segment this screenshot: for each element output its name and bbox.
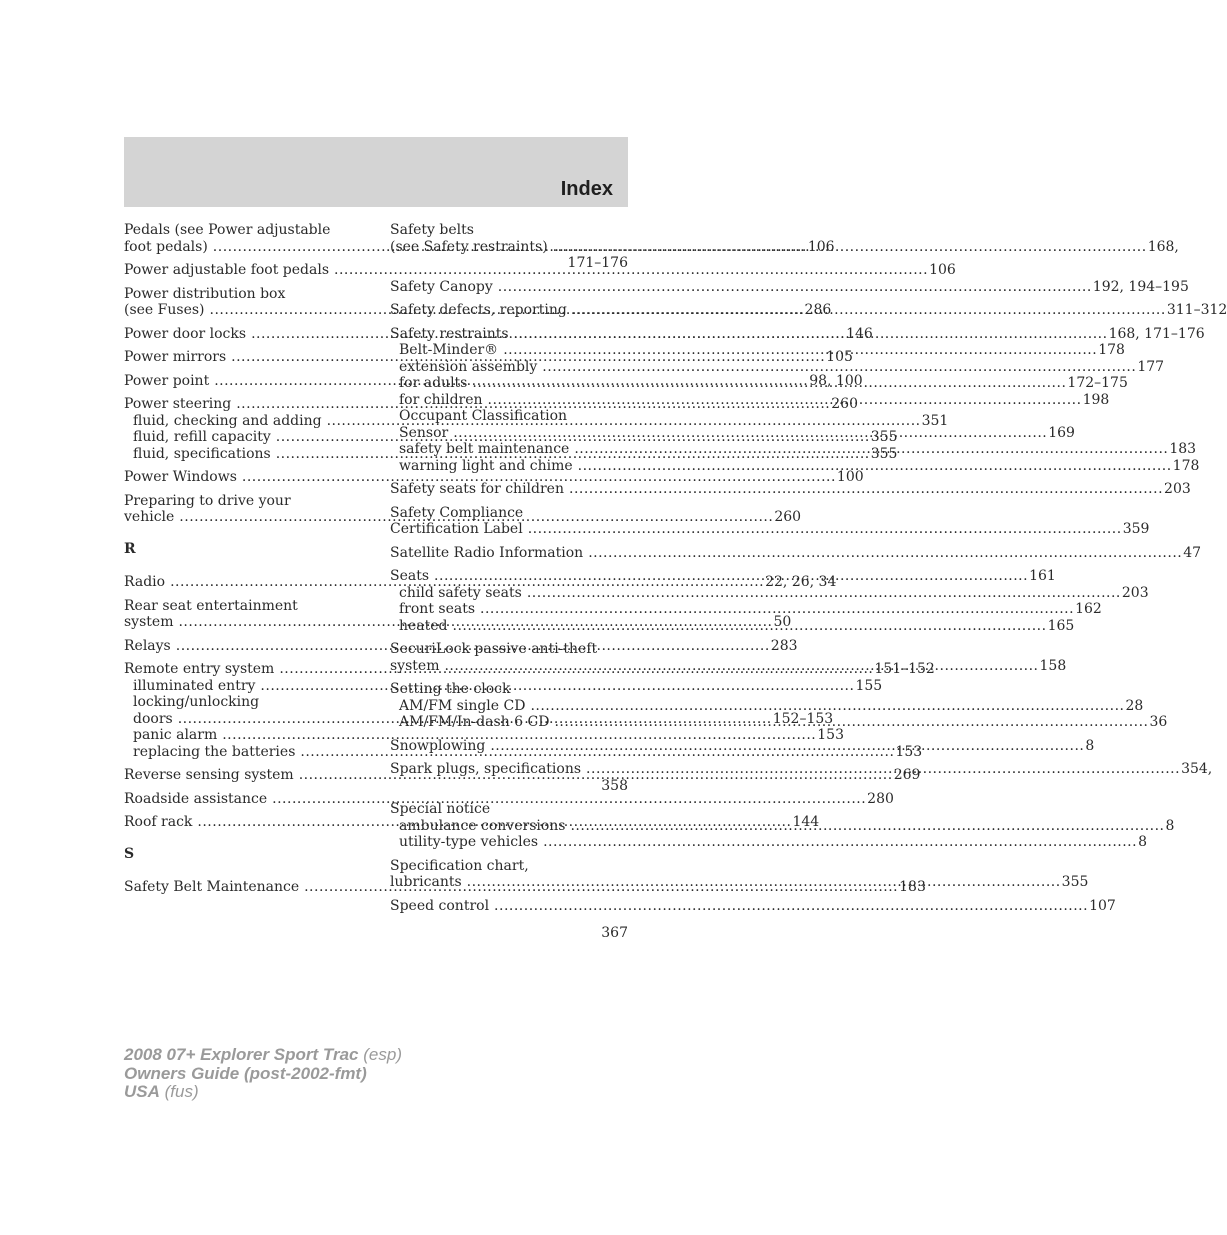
- entry-text: Power door locks: [124, 325, 247, 342]
- entry-text: Radio: [124, 574, 166, 590]
- page-ref: 153: [817, 727, 844, 743]
- page-ref: 359: [1122, 521, 1150, 537]
- page-ref: 172–175: [1067, 375, 1128, 391]
- page-ref: 161: [1029, 568, 1056, 584]
- header-bar: [124, 137, 628, 207]
- index-entry: [390, 897, 1116, 915]
- entry-text: Certification Label: [390, 521, 523, 537]
- footer-model: 2008 07+ Explorer Sport Trac: [124, 1045, 359, 1064]
- page-ref-continued: 358: [601, 777, 628, 794]
- entry-text: system: [390, 657, 440, 674]
- entry-text: vehicle: [124, 509, 175, 525]
- entry-text: Safety Canopy: [390, 278, 493, 295]
- subentry-text: for children: [399, 391, 483, 408]
- subentry-text: locking/unlocking: [133, 694, 260, 710]
- footer-model-code: (esp): [363, 1045, 402, 1064]
- subentry-text: front seats: [399, 601, 476, 617]
- entry-text: Snowplowing: [390, 737, 486, 754]
- page-ref: 158: [1039, 657, 1067, 674]
- page-ref: 183: [1169, 441, 1197, 457]
- page-ref: 151–152: [874, 661, 935, 677]
- entry-text: Setting the clock: [390, 681, 511, 697]
- entry-text: Power distribution box: [124, 285, 286, 302]
- entry-text: SecuriLock passive anti-theft: [390, 641, 598, 657]
- entry-text: (see Safety restraints): [390, 238, 548, 255]
- subentry-text: illuminated entry: [133, 677, 256, 694]
- page-ref: 144: [792, 814, 820, 830]
- footer-guide: Owners Guide (post-2002-fmt): [124, 1063, 367, 1083]
- page-ref: 203: [1164, 481, 1191, 497]
- page-ref: 47: [1183, 544, 1202, 561]
- entry-text: Safety seats for children: [390, 481, 564, 497]
- entry-text: (see Fuses): [124, 302, 205, 318]
- entry-text: Safety Compliance: [390, 504, 524, 521]
- entry-text: Power steering: [124, 396, 232, 412]
- entry-text: Spark plugs, specifications: [390, 761, 582, 777]
- section-letter-r: R: [124, 540, 136, 557]
- page-ref: 178: [1172, 457, 1200, 474]
- page-ref: 283: [770, 637, 798, 654]
- page-ref: 98, 100: [809, 372, 863, 389]
- index-entry: [390, 278, 1189, 296]
- page-ref: 105: [826, 349, 853, 365]
- entry-text: Power Windows: [124, 469, 237, 485]
- subentry-text: warning light and chime: [399, 457, 573, 474]
- page-ref: 286: [804, 302, 832, 318]
- subentry-text: doors: [133, 710, 173, 727]
- page-ref: 146: [846, 325, 873, 342]
- entry-text: Power mirrors: [124, 349, 227, 365]
- subentry-text: AM/FM single CD: [399, 697, 526, 714]
- page-ref: 260: [774, 509, 802, 525]
- page-ref: 177: [1137, 358, 1165, 375]
- page-ref: 311–312: [1166, 302, 1227, 318]
- index-entry: [124, 790, 894, 808]
- footer: [124, 1046, 402, 1102]
- page-ref: 203: [1121, 584, 1149, 601]
- entry-text: Safety defects, reporting: [390, 302, 567, 318]
- section-letter-s: S: [124, 845, 135, 862]
- subentry-text: replacing the batteries: [133, 743, 296, 760]
- subentry-text: fluid, specifications: [133, 445, 271, 462]
- entry-text: Reverse sensing system: [124, 767, 294, 783]
- entry-text: Roof rack: [124, 814, 193, 830]
- page-ref: 107: [1089, 897, 1116, 914]
- entry-text: Remote entry system: [124, 661, 275, 677]
- subentry-text: fluid, refill capacity: [133, 429, 271, 445]
- page-ref: 192, 194–195: [1092, 278, 1189, 295]
- page-ref: 354,: [1181, 761, 1213, 777]
- entry-text: Safety belts: [390, 222, 474, 238]
- page-ref: 260: [831, 396, 858, 412]
- page-ref: 198: [1082, 391, 1110, 408]
- entry-text: lubricants: [390, 874, 462, 890]
- entry-text: Satellite Radio Information: [390, 544, 584, 561]
- page-ref: 106: [807, 238, 835, 255]
- entry-text: Special notice: [390, 801, 491, 817]
- page-ref: 178: [1098, 342, 1125, 358]
- subentry-text: fluid, checking and adding: [133, 412, 322, 429]
- subentry-text: child safety seats: [399, 584, 522, 601]
- entry-text: system: [124, 614, 174, 630]
- entry-text: Rear seat entertainment: [124, 597, 298, 614]
- entry-text: Safety Belt Maintenance: [124, 879, 300, 895]
- page-ref: 168,: [1147, 238, 1179, 255]
- page-ref: 269: [893, 767, 921, 783]
- footer-market: USA: [124, 1082, 160, 1101]
- subentry-text: ambulance conversions: [399, 817, 566, 834]
- page-ref: 50: [773, 614, 792, 630]
- page-number: 367: [601, 925, 628, 941]
- subentry-text: Occupant Classification: [399, 408, 568, 424]
- subentry-text: safety belt maintenance: [399, 441, 570, 457]
- entry-text: foot pedals): [124, 238, 208, 255]
- index-entry: [390, 544, 1202, 562]
- subentry-text: AM/FM/In-dash 6 CD: [399, 714, 550, 730]
- page-ref: 28: [1125, 697, 1144, 714]
- entry-text: Speed control: [390, 897, 490, 914]
- page-ref: 22, 26, 34: [765, 574, 837, 590]
- page-ref: 152–153: [772, 710, 834, 727]
- entry-text: Specification chart,: [390, 857, 529, 874]
- page-ref: 106: [929, 262, 956, 278]
- page-ref: 162: [1075, 601, 1102, 617]
- subentry-text: heated: [399, 617, 448, 634]
- index-entry: [124, 469, 864, 486]
- subentry-text: Belt-Minder®: [399, 342, 499, 358]
- page-ref: 8: [1138, 834, 1148, 850]
- page-ref-continued: 171–176: [567, 255, 628, 271]
- subentry-text: extension assembly: [399, 358, 538, 375]
- page-ref: 355: [1061, 874, 1089, 890]
- subentry-text: for adults: [399, 375, 468, 391]
- entry-text: Power point: [124, 372, 210, 389]
- page-ref: 8: [1085, 737, 1095, 754]
- entry-text: Relays: [124, 637, 171, 654]
- subentry-text: Sensor: [399, 424, 449, 441]
- entry-text: Roadside assistance: [124, 790, 268, 807]
- page-ref: 168, 171–176: [1108, 325, 1205, 342]
- page-ref: 8: [1165, 817, 1175, 834]
- subentry-text: panic alarm: [133, 727, 218, 743]
- page-ref: 351: [921, 412, 949, 429]
- page-ref: 155: [855, 677, 883, 694]
- entry-text: Preparing to drive your: [124, 492, 291, 509]
- page-ref: 153: [895, 743, 923, 760]
- page-ref: 100: [836, 469, 864, 485]
- entry-text: Pedals (see Power adjustable: [124, 222, 331, 238]
- page-ref: 355: [870, 429, 898, 445]
- entry-text: Seats: [390, 568, 430, 584]
- page-ref: 183: [899, 879, 926, 895]
- index-entry: [390, 481, 1191, 498]
- page-ref: 165: [1047, 617, 1075, 634]
- page-ref: 280: [867, 790, 894, 807]
- page-ref: 355: [870, 445, 898, 462]
- entry-text: Power adjustable foot pedals: [124, 262, 330, 278]
- footer-market-code: (fus): [164, 1082, 199, 1101]
- subentry-text: utility-type vehicles: [399, 834, 539, 850]
- page-ref: 169: [1048, 424, 1075, 441]
- entry-text: Safety restraints: [390, 325, 509, 342]
- page-title: Index: [560, 178, 613, 200]
- page-ref: 36: [1149, 714, 1168, 730]
